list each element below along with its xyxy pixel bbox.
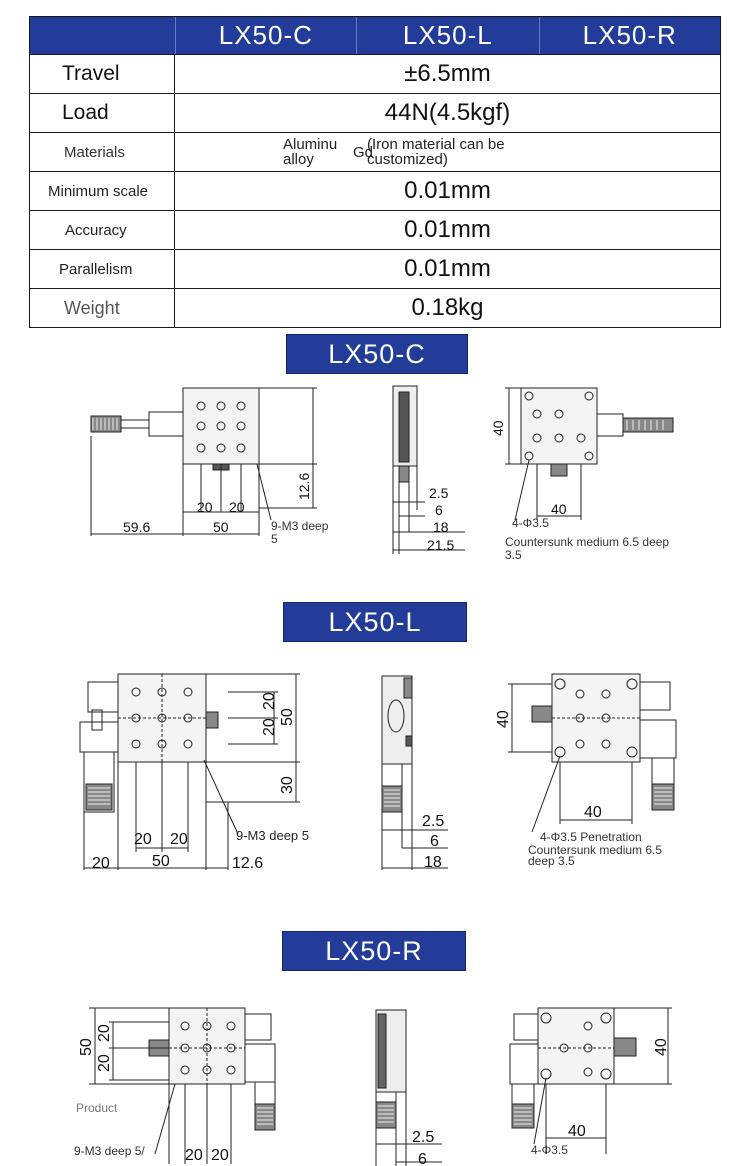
drawing-r-side <box>370 1006 450 1166</box>
row-value: 0.01mm <box>404 216 491 243</box>
material-gd: Gd <box>353 143 374 161</box>
note-c-holes: 4-Φ3.5 <box>512 516 549 530</box>
note-r-m3: 9-M3 deep 5/ <box>74 1144 145 1158</box>
header-model-c: LX50-C <box>175 17 356 54</box>
dim-l-12-6: 12.6 <box>232 855 264 872</box>
watermark-product: Product <box>76 1101 118 1115</box>
row-label: Minimum scale <box>30 172 175 210</box>
dim-r-20-b: 20 <box>96 1054 113 1072</box>
row-parallelism <box>30 249 720 288</box>
section-banner-r: LX50-R <box>282 931 466 971</box>
dim-l-20-a: 20 <box>134 831 152 848</box>
section-banner-c: LX50-C <box>286 334 468 374</box>
dim-r-40-b: 40 <box>568 1123 586 1140</box>
row-value: ±6.5mm <box>404 60 491 87</box>
dim-c-20-a: 20 <box>197 499 213 515</box>
row-minimum-scale <box>30 171 720 210</box>
dim-l-50: 50 <box>152 853 170 870</box>
note-l-holes: 4-Φ3.5 Penetration <box>540 830 642 844</box>
dim-r-40-a: 40 <box>653 1038 670 1056</box>
row-label: Weight <box>30 289 175 327</box>
dim-r-20-d: 20 <box>211 1147 229 1164</box>
row-accuracy <box>30 210 720 249</box>
row-materials <box>30 132 720 171</box>
dim-l-20-d: 20 <box>261 718 278 736</box>
note-c-countersunk: Countersunk medium 6.5 deep 3.5 <box>505 535 670 562</box>
header-model-r: LX50-R <box>539 17 720 54</box>
note-l-m3: 9-M3 deep 5 <box>236 828 309 843</box>
dim-l-20-b: 20 <box>170 831 188 848</box>
dim-c-40-b: 40 <box>551 501 567 517</box>
dim-c-59-6: 59.6 <box>123 519 151 535</box>
dim-r-50-v: 50 <box>78 1038 95 1056</box>
dim-l-18: 18 <box>424 854 442 871</box>
dim-l-40-b: 40 <box>584 804 602 821</box>
row-travel <box>30 54 720 93</box>
material-iron-note: (Iron material can be customized) <box>367 136 505 168</box>
drawing-l-side <box>376 672 456 872</box>
section-banner-l: LX50-L <box>283 602 467 642</box>
note-c-m3: 9-M3 deep 5 <box>271 519 329 546</box>
dim-r-20-a: 20 <box>96 1024 113 1042</box>
drawing-c-top <box>485 380 705 520</box>
drawing-r-top <box>500 1004 690 1154</box>
row-label: Load <box>30 94 175 132</box>
dim-l-40-a: 40 <box>495 710 512 728</box>
row-label: Parallelism <box>30 250 175 288</box>
row-load <box>30 93 720 132</box>
dim-r-20-c: 20 <box>185 1147 203 1164</box>
row-weight <box>30 288 720 327</box>
dim-c-20-b: 20 <box>229 499 245 515</box>
dim-r-6: 6 <box>418 1151 427 1166</box>
dim-c-6: 6 <box>435 502 443 518</box>
drawing-l-top <box>492 672 682 832</box>
dim-c-21-5: 21.5 <box>427 537 455 553</box>
dim-l-2-5: 2.5 <box>422 813 445 830</box>
row-label: Travel <box>30 55 175 93</box>
row-value <box>175 133 720 171</box>
dim-c-50: 50 <box>213 519 229 535</box>
row-label: Materials <box>30 133 175 171</box>
row-value: 44N(4.5kgf) <box>384 99 511 126</box>
dim-l-20-c: 20 <box>261 692 278 710</box>
dim-c-12-6: 12.6 <box>296 472 312 500</box>
material-aluminum: Aluminu alloy <box>283 136 338 168</box>
dim-c-40-a: 40 <box>490 420 506 436</box>
row-value: 0.01mm <box>404 177 491 204</box>
header-model-l: LX50-L <box>356 17 538 54</box>
dim-r-2-5: 2.5 <box>412 1129 435 1146</box>
drawing-r-front <box>75 1004 295 1164</box>
spec-table-header <box>30 17 720 54</box>
dim-l-6: 6 <box>430 833 439 850</box>
dim-l-30: 30 <box>279 776 296 794</box>
drawing-c-side <box>385 382 465 557</box>
dim-l-20-e: 20 <box>92 855 110 872</box>
row-value: 0.01mm <box>404 255 491 282</box>
row-label: Accuracy <box>30 211 175 249</box>
drawing-c-front <box>85 380 325 540</box>
header-blank-cell <box>30 17 175 54</box>
dim-c-2-5: 2.5 <box>429 485 449 501</box>
row-value: 0.18kg <box>411 294 484 321</box>
spec-table <box>29 16 721 328</box>
dim-c-18: 18 <box>433 519 449 535</box>
note-r-holes: 4-Φ3.5 <box>531 1143 568 1157</box>
dim-l-50-v: 50 <box>279 708 296 726</box>
note-l-countersunk: Countersunk medium 6.5 deep 3.5 <box>528 843 663 868</box>
